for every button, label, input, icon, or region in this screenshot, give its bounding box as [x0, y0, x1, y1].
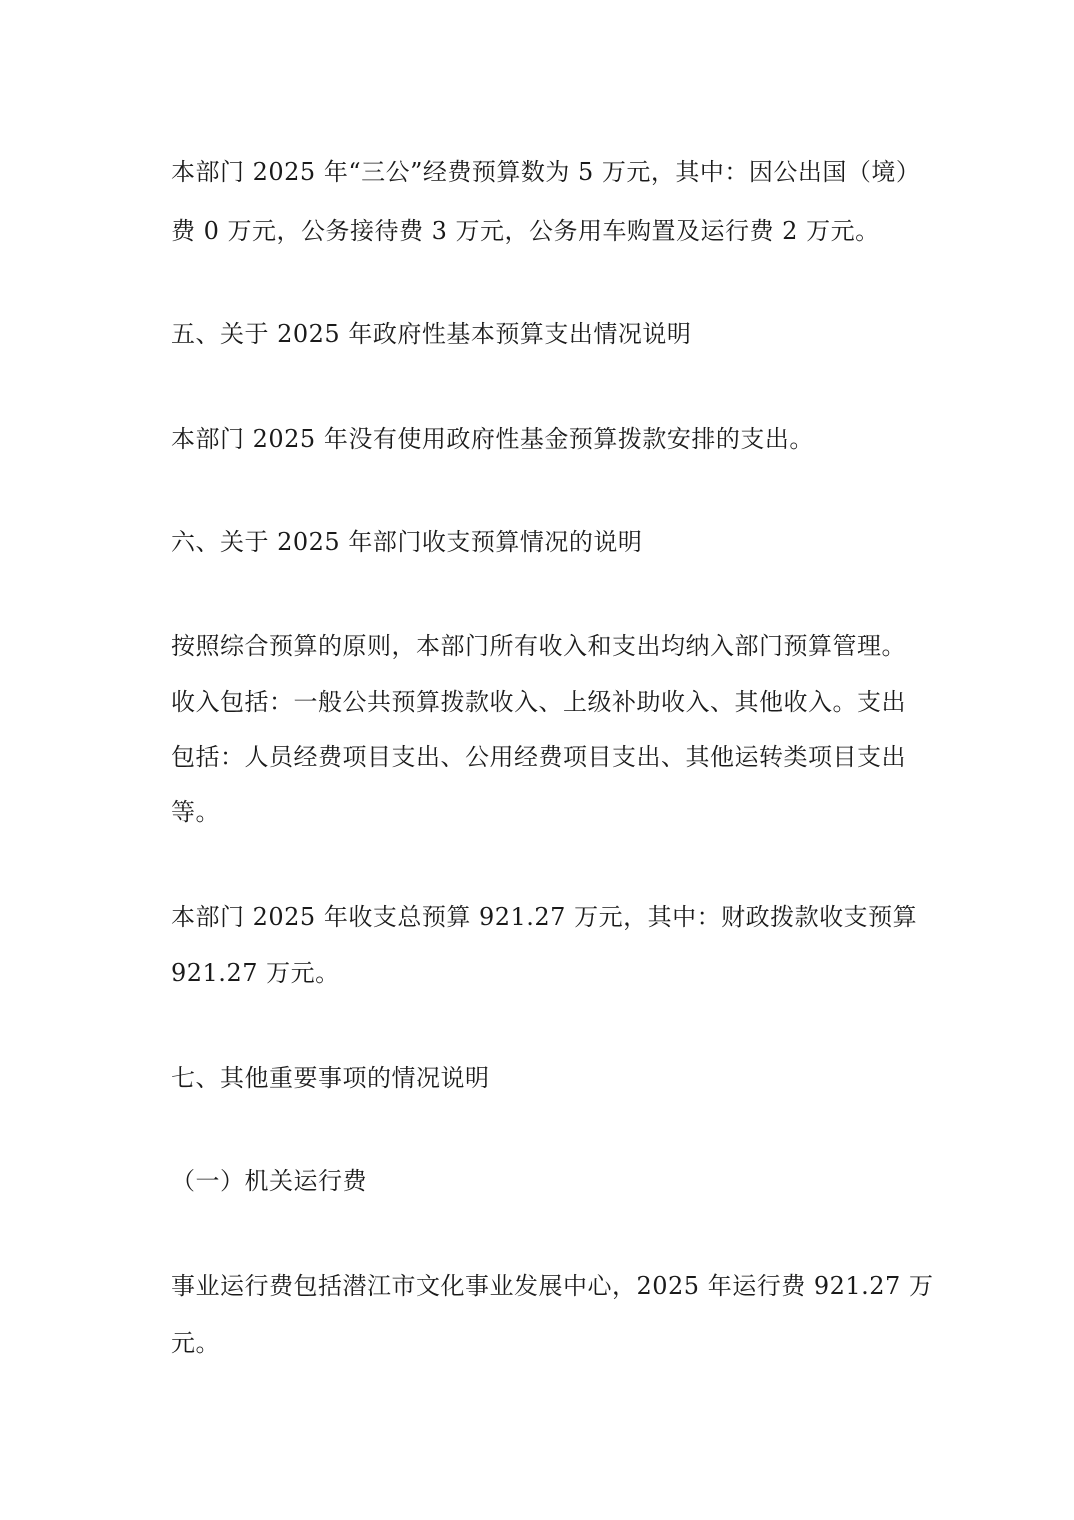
text-line: 事业运行费包括潜江市文化事业发展中心，2025 年运行费 921.27 万: [171, 1272, 934, 1300]
text-line: 等。: [171, 798, 220, 826]
text-line: 本部门 2025 年没有使用政府性基金预算拨款安排的支出。: [171, 425, 814, 453]
text-line: 本部门 2025 年收支总预算 921.27 万元，其中：财政拨款收支预算: [171, 903, 918, 931]
text-line: 收入包括：一般公共预算拨款收入、上级补助收入、其他收入。支出: [171, 688, 906, 716]
heading-text: 五、关于 2025 年政府性基本预算支出情况说明: [171, 320, 692, 348]
text-line: 费 0 万元，公务接待费 3 万元，公务用车购置及运行费 2 万元。: [171, 217, 880, 245]
text-line: 本部门 2025 年“三公”经费预算数为 5 万元，其中：因公出国（境）: [171, 158, 921, 186]
heading-text: （一）机关运行费: [171, 1167, 367, 1195]
heading-text: 六、关于 2025 年部门收支预算情况的说明: [171, 528, 643, 556]
text-line: 元。: [171, 1329, 220, 1357]
text-line: 921.27 万元。: [171, 959, 340, 987]
text-line: 包括：人员经费项目支出、公用经费项目支出、其他运转类项目支出: [171, 743, 906, 771]
text-line: 按照综合预算的原则，本部门所有收入和支出均纳入部门预算管理。: [171, 632, 906, 660]
heading-text: 七、其他重要事项的情况说明: [171, 1064, 490, 1092]
